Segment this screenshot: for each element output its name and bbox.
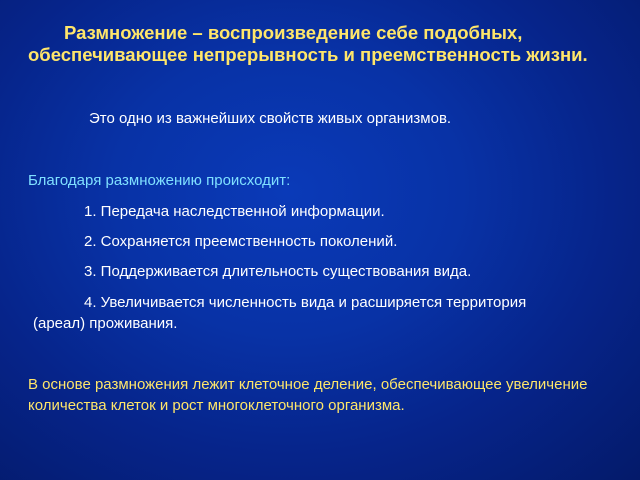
list-lead: Благодаря размножению происходит:: [28, 172, 291, 189]
list-item-continuation: (ареал) проживания.: [33, 315, 178, 332]
conclusion-text: В основе размножения лежит клеточное деление, обеспечивающее увеличение количества клеток и рост многоклеточного организма.: [28, 376, 588, 414]
list-item: 1. Передача наследственной информации.: [84, 203, 385, 220]
slide-subtitle: Это одно из важнейших свойств живых организмов.: [89, 110, 452, 127]
list-item: 4. Увеличивается численность вида и расширяется территория: [84, 294, 527, 311]
slide-title: Размножение – воспроизведение себе подобных, обеспечивающее непрерывность и преемственность жизни.: [28, 22, 588, 65]
list-item: 2. Сохраняется преемственность поколений.: [84, 233, 398, 250]
list-item: 3. Поддерживается длительность существования вида.: [84, 263, 472, 280]
